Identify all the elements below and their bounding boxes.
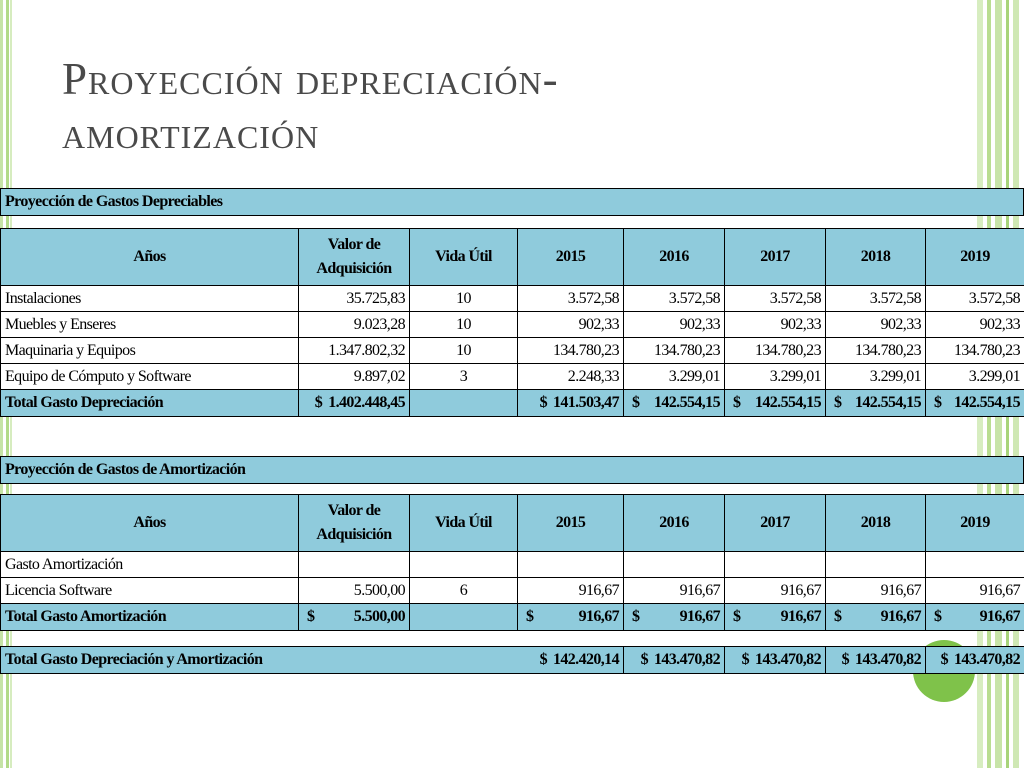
cell-2015: 3.572,58 (518, 286, 624, 312)
total-valor: $ 1.402.448,45 (299, 390, 410, 417)
col-header-2017: 2017 (725, 495, 826, 552)
table-row (1, 312, 1024, 338)
cell-valor: 5.500,00 (299, 578, 410, 604)
grand-total-2018: $ 143.470,82 (826, 647, 926, 674)
depreciation-total-row (1, 390, 1024, 417)
table-row (1, 552, 1024, 578)
cell-2016 (624, 552, 725, 578)
total-2017: $ 142.554,15 (725, 390, 826, 417)
cell-2019 (926, 552, 1024, 578)
cell-vida (410, 552, 518, 578)
cell-valor: 35.725,83 (299, 286, 410, 312)
total-valor: $ 5.500,00 (299, 604, 410, 631)
cell-valor: 9.897,02 (299, 364, 410, 390)
col-header-2017: 2017 (725, 229, 826, 286)
total-2019: $ 916,67 (926, 604, 1024, 631)
amortization-banner-title: Proyección de Gastos de Amortización (1, 457, 1024, 484)
cell-2019: 3.299,01 (926, 364, 1024, 390)
cell-2018: 902,33 (826, 312, 926, 338)
cell-valor: 1.347.802,32 (299, 338, 410, 364)
cell-2019: 134.780,23 (926, 338, 1024, 364)
title-line-1: Proyección depreciación- (62, 54, 559, 104)
total-label: Total Gasto Depreciación (1, 390, 299, 417)
grand-total-table (0, 646, 1024, 674)
cell-2018: 134.780,23 (826, 338, 926, 364)
col-header-2015: 2015 (518, 229, 624, 286)
grand-total-2017: $ 143.470,82 (725, 647, 826, 674)
total-2018: $ 916,67 (826, 604, 926, 631)
amortization-table (0, 494, 1024, 631)
cell-valor: 9.023,28 (299, 312, 410, 338)
cell-2018: 916,67 (826, 578, 926, 604)
cell-valor (299, 552, 410, 578)
col-header-valor: Valor de Adquisición (299, 495, 410, 552)
grand-total-2019: $ 143.470,82 (926, 647, 1024, 674)
row-label: Maquinaria y Equipos (1, 338, 299, 364)
cell-2018: 3.299,01 (826, 364, 926, 390)
grand-total-2016: $ 143.470,82 (624, 647, 725, 674)
cell-2019: 3.572,58 (926, 286, 1024, 312)
cell-vida: 10 (410, 312, 518, 338)
cell-2019: 916,67 (926, 578, 1024, 604)
slide-title (62, 52, 882, 160)
cell-2016: 3.299,01 (624, 364, 725, 390)
row-label: Gasto Amortización (1, 552, 299, 578)
depreciation-table (0, 228, 1024, 417)
total-vida (410, 390, 518, 417)
total-2018: $ 142.554,15 (826, 390, 926, 417)
amortization-banner (0, 456, 1024, 484)
depreciation-banner-title: Proyección de Gastos Depreciables (1, 189, 1024, 216)
col-header-2019: 2019 (926, 229, 1024, 286)
total-2016: $ 916,67 (624, 604, 725, 631)
cell-2018: 3.572,58 (826, 286, 926, 312)
total-2015: $ 141.503,47 (518, 390, 624, 417)
cell-vida: 10 (410, 286, 518, 312)
col-header-anos: Años (1, 495, 299, 552)
title-line-2: amortización (62, 108, 320, 158)
col-header-2019: 2019 (926, 495, 1024, 552)
cell-vida: 6 (410, 578, 518, 604)
table-row (1, 338, 1024, 364)
col-header-vida: Vida Útil (410, 229, 518, 286)
col-header-2016: 2016 (624, 495, 725, 552)
cell-2015: 134.780,23 (518, 338, 624, 364)
cell-2017: 916,67 (725, 578, 826, 604)
cell-2016: 134.780,23 (624, 338, 725, 364)
row-label: Muebles y Enseres (1, 312, 299, 338)
cell-2015: 916,67 (518, 578, 624, 604)
col-header-valor: Valor de Adquisición (299, 229, 410, 286)
amortization-total-row (1, 604, 1024, 631)
row-label: Licencia Software (1, 578, 299, 604)
col-header-vida: Vida Útil (410, 495, 518, 552)
table-row (1, 364, 1024, 390)
table-row (1, 578, 1024, 604)
depreciation-header-row (1, 229, 1024, 286)
cell-vida: 3 (410, 364, 518, 390)
total-label: Total Gasto Amortización (1, 604, 299, 631)
col-header-2018: 2018 (826, 495, 926, 552)
cell-2017: 3.299,01 (725, 364, 826, 390)
depreciation-banner (0, 188, 1024, 216)
col-header-2018: 2018 (826, 229, 926, 286)
cell-2019: 902,33 (926, 312, 1024, 338)
cell-2016: 3.572,58 (624, 286, 725, 312)
total-2015: $ 916,67 (518, 604, 624, 631)
table-row (1, 286, 1024, 312)
cell-2017: 134.780,23 (725, 338, 826, 364)
col-header-anos: Años (1, 229, 299, 286)
total-2017: $ 916,67 (725, 604, 826, 631)
cell-2016: 916,67 (624, 578, 725, 604)
total-2019: $ 142.554,15 (926, 390, 1024, 417)
cell-2018 (826, 552, 926, 578)
total-vida (410, 604, 518, 631)
row-label: Instalaciones (1, 286, 299, 312)
amortization-header-row (1, 495, 1024, 552)
cell-2017: 902,33 (725, 312, 826, 338)
cell-2017 (725, 552, 826, 578)
cell-2016: 902,33 (624, 312, 725, 338)
cell-2015 (518, 552, 624, 578)
grand-total-label: Total Gasto Depreciación y Amortización (1, 647, 518, 674)
total-2016: $ 142.554,15 (624, 390, 725, 417)
col-header-2015: 2015 (518, 495, 624, 552)
cell-2017: 3.572,58 (725, 286, 826, 312)
grand-total-row (1, 647, 1024, 674)
cell-2015: 902,33 (518, 312, 624, 338)
grand-total-2015: $ 142.420,14 (518, 647, 624, 674)
cell-vida: 10 (410, 338, 518, 364)
col-header-2016: 2016 (624, 229, 725, 286)
cell-2015: 2.248,33 (518, 364, 624, 390)
row-label: Equipo de Cómputo y Software (1, 364, 299, 390)
